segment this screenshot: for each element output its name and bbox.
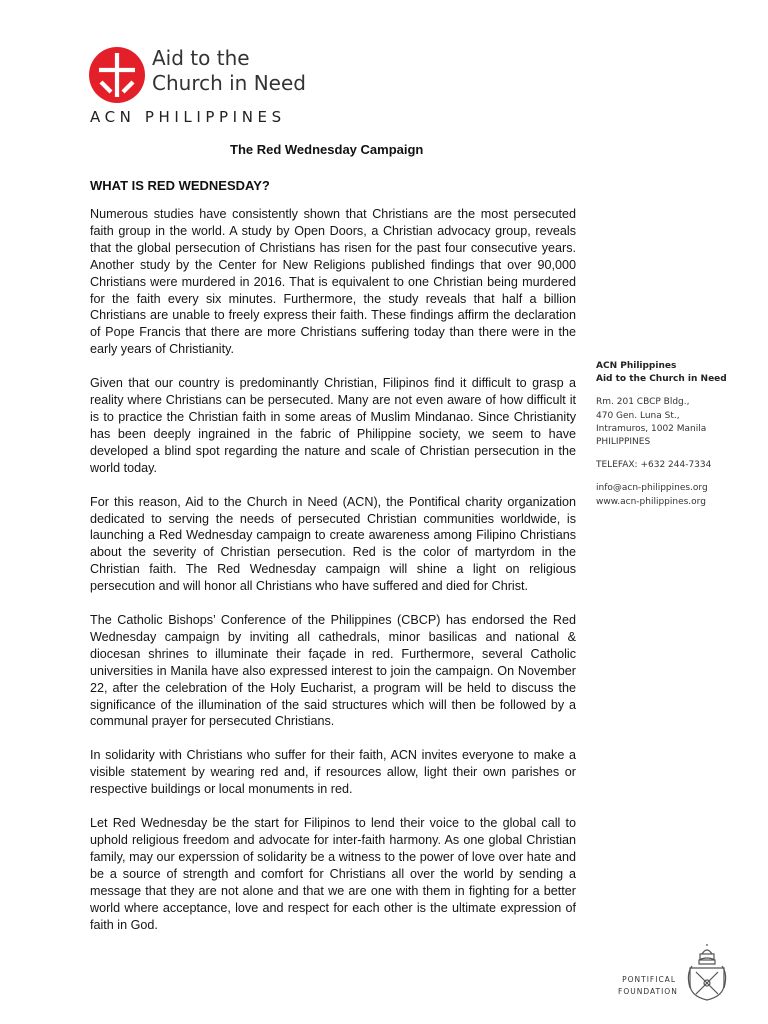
- paragraph-4: The Catholic Bishops’ Conference of the Philippines (CBCP) has endorsed the Red Wednesday campaign by inviting all cathedrals, minor basilicas and national & diocesan shrines to illuminate their façade in red. Furthermore, several Catholic universities in Manila have also expressed interest to join the campaign. On November 22, after the celebration of the Holy Eucharist, a program will be held to discuss the significance of the illumination of the said structures which will then be followed by a communal prayer for persecuted Christians.: [90, 613, 576, 729]
- acn-logo: [88, 42, 368, 132]
- paragraph-5: In solidarity with Christians who suffer for their faith, ACN invites everyone to make a visible statement by wearing red and, if resources allow, light their own parishes or respective buildings or local monuments in red.: [90, 748, 576, 797]
- logo-line-2: Church in Need: [152, 71, 306, 95]
- telefax: TELEFAX: +632 244-7334: [596, 460, 712, 471]
- pontifical-line-2: FOUNDATION: [618, 987, 678, 996]
- paragraph-3: For this reason, Aid to the Church in Need (ACN), the Pontifical charity organization dedicated to serving the needs of persecuted Christian communities worldwide, is launching a Red Wednesday campaign to create awareness among Filipino Christians about the severity of Christian persecution. Red is the color of martyrdom in the Christian faith. The Red Wednesday campaign will shine a light on religious persecution and will honor all Christians who have suffered and died for Christ.: [90, 494, 576, 594]
- address-line-1: Rm. 201 CBCP Bldg.,: [596, 397, 690, 408]
- org-full-name: Aid to the Church in Need: [596, 374, 727, 385]
- website-link[interactable]: www.acn-philippines.org: [596, 496, 706, 507]
- body-text: [90, 206, 576, 950]
- email-link[interactable]: info@acn-philippines.org: [596, 483, 708, 494]
- address-line-3: Intramuros, 1002 Manila: [596, 423, 707, 434]
- contact-sidebar: [596, 360, 756, 509]
- paragraph-1: Numerous studies have consistently shown that Christians are the most persecuted faith group in the world. A study by Open Doors, a Christian advocacy group, reveals that the global persecution of Christians has risen for the past four consecutive years. Another study by the Center for New Religions published findings that over 90,000 Christians were murdered in 2016. That is equivalent to one Christian being murdered for the faith every six minutes. Furthermore, the study reveals that half a billion Christians are unable to freely express their faith. These findings affirm the declaration of Pope Francis that there are more Christians suffering today than there were in the early years of Christianity.: [90, 207, 576, 357]
- logo-line-1: Aid to the: [152, 46, 250, 70]
- section-heading: WHAT IS RED WEDNESDAY?: [90, 178, 270, 193]
- org-name: ACN Philippines: [596, 361, 677, 371]
- paragraph-6: Let Red Wednesday be the start for Filipinos to lend their voice to the global call to uphold religious freedom and advocate for inter-faith harmony. As one global Christian family, may our experssion of solidarity be a witness to the power of love over hate and be a source of strength and comfort for Christians all over the world by sending a message that they are not alone and that we are one with them in fighting for a better world where acceptance, love and respect for each other is the ultimate expression of faith in God.: [90, 816, 576, 932]
- document-title: The Red Wednesday Campaign: [230, 142, 424, 157]
- address-country: PHILIPPINES: [596, 437, 651, 448]
- address-line-2: 470 Gen. Luna St.,: [596, 410, 680, 421]
- pontifical-line-1: PONTIFICAL: [622, 975, 676, 984]
- paragraph-2: Given that our country is predominantly Christian, Filipinos find it difficult to grasp a reality where Christians can be persecuted. Many are not even aware of how difficult it is to practice the Christian faith in some areas of Muslim Mindanao. Since Christianity has been deeply ingrained in the fabric of Philippine society, we seem to have developed a blind spot regarding the nature and scale of Christian persecution in the world today.: [90, 376, 576, 475]
- logo-subtitle: ACN PHILIPPINES: [90, 108, 286, 126]
- pontifical-foundation-label: [618, 974, 676, 998]
- acn-cross-logo-icon: [88, 46, 146, 104]
- papal-coat-of-arms-icon: [682, 944, 732, 1004]
